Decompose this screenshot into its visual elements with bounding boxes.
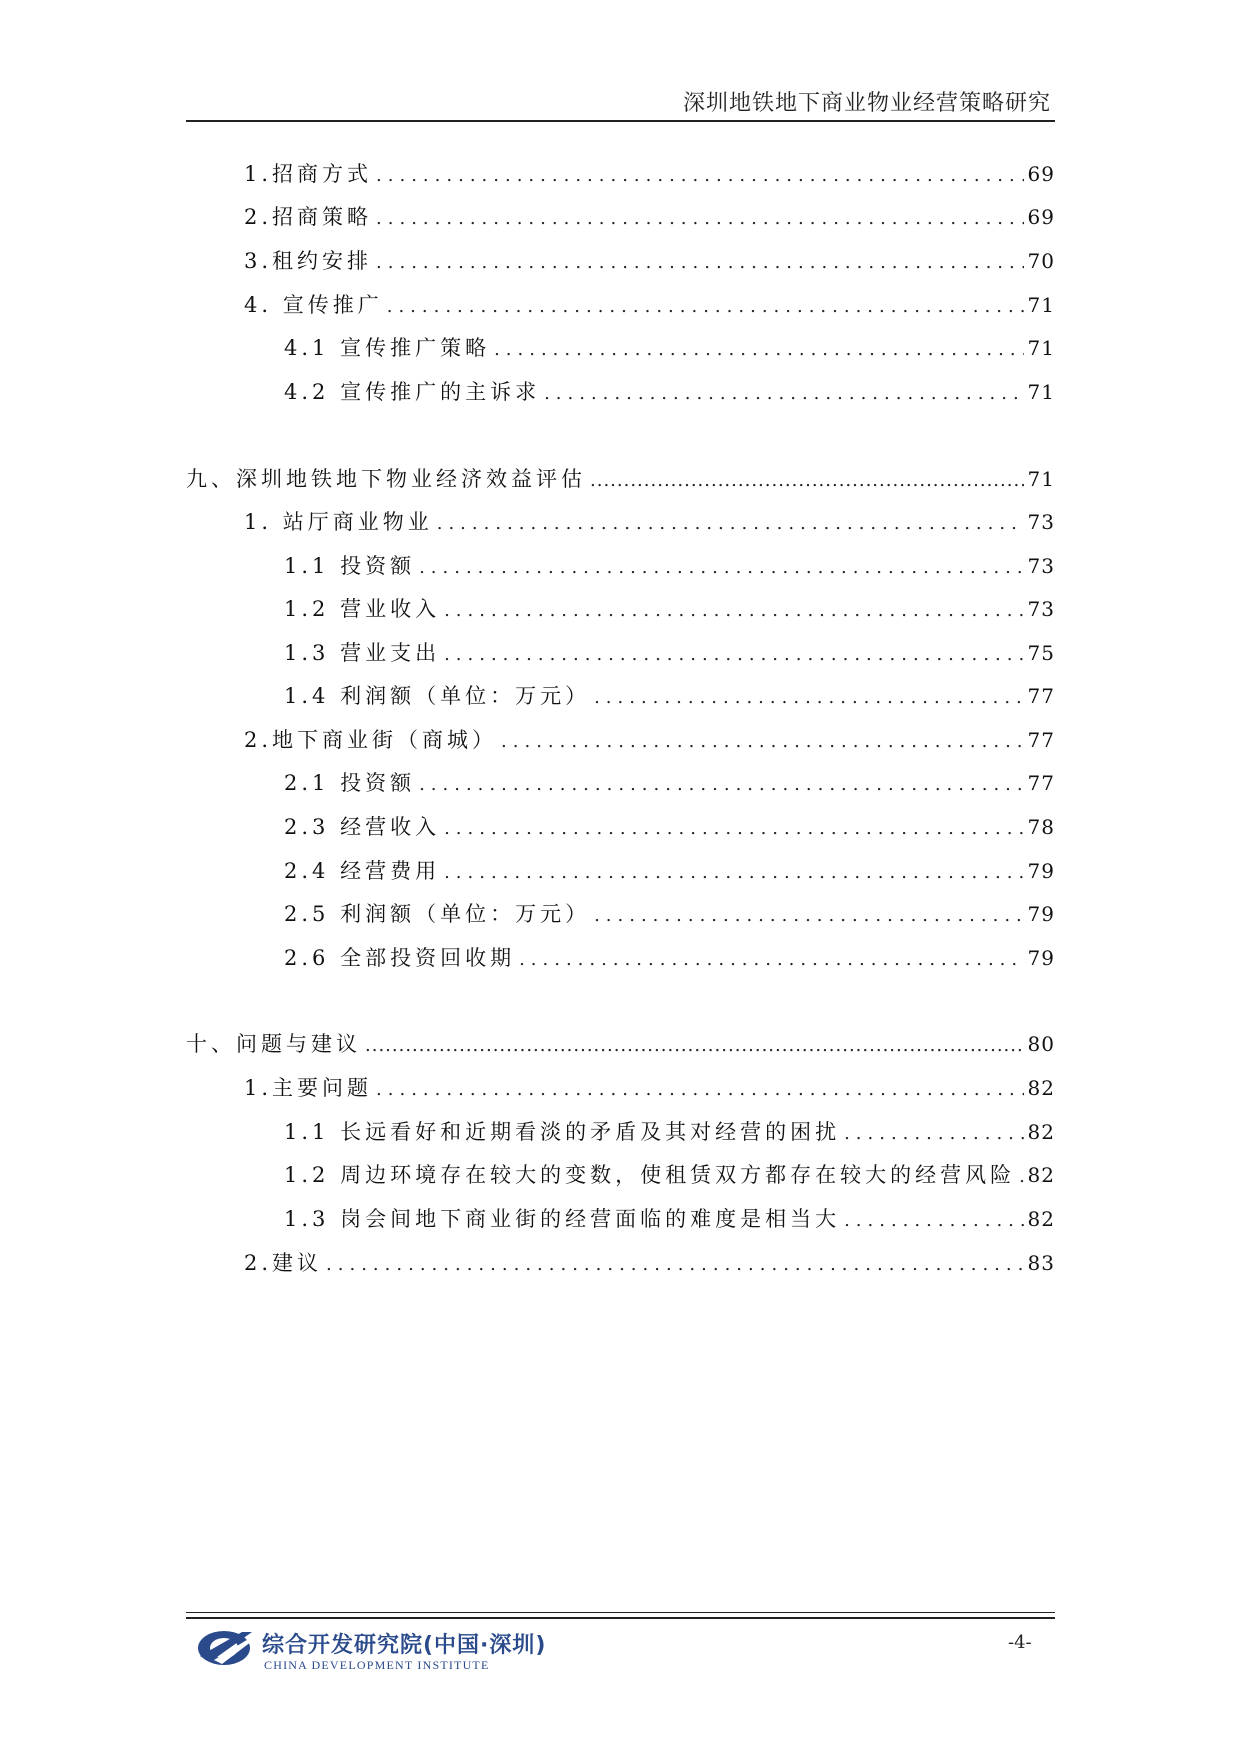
- toc-dot-leader: [494, 339, 1023, 360]
- toc-entry-page: 75: [1027, 641, 1055, 665]
- toc-entry: [186, 593, 1055, 623]
- toc-entry: [186, 550, 1055, 580]
- toc-dot-leader: [501, 731, 1024, 752]
- toc-dot-leader: [437, 513, 1024, 534]
- toc-entry-label: 1.3 营业支出: [284, 641, 441, 665]
- footer-rule-thin: [186, 1612, 1055, 1613]
- toc-dot-leader: [590, 470, 1024, 491]
- toc-entry: [186, 245, 1055, 275]
- toc-entry-page: 79: [1027, 902, 1055, 926]
- toc-entry-page: 71: [1027, 467, 1055, 491]
- toc-entry: [186, 898, 1055, 928]
- toc-dot-leader: [844, 1210, 1023, 1231]
- toc-entry-label: 2.1 投资额: [284, 771, 416, 795]
- toc-entry: [186, 332, 1055, 362]
- toc-entry: [186, 637, 1055, 667]
- toc-entry-page: 71: [1027, 336, 1055, 360]
- toc-entry-label: 2.建议: [244, 1251, 323, 1275]
- toc-entry-label: 3.租约安排: [244, 249, 373, 273]
- toc-dot-leader: [376, 1079, 1024, 1100]
- organization-name-cn: 综合开发研究院(中国·深圳): [262, 1633, 547, 1658]
- toc-entry-label: 4.2 宣传推广的主诉求: [284, 380, 541, 404]
- toc-dot-leader: [419, 557, 1023, 578]
- toc-entry-page: 79: [1027, 859, 1055, 883]
- toc-entry-page: 69: [1027, 162, 1055, 186]
- toc-entry-label: 4.1 宣传推广策略: [284, 336, 491, 360]
- toc-chapter-entry: [186, 1028, 1055, 1058]
- toc-entry: [186, 767, 1055, 797]
- toc-entry: [186, 376, 1055, 406]
- toc-entry-label: 2.招商策略: [244, 205, 373, 229]
- toc-entry: [186, 1116, 1055, 1146]
- toc-entry: [186, 1159, 1055, 1189]
- toc-entry-page: 78: [1027, 815, 1055, 839]
- toc-entry-page: 82: [1027, 1076, 1055, 1100]
- toc-entry-label: 十、问题与建议: [186, 1032, 361, 1056]
- page-number: -4-: [1008, 1632, 1032, 1653]
- toc-entry-page: 82: [1027, 1163, 1055, 1187]
- toc-entry-label: 2.3 经营收入: [284, 815, 441, 839]
- toc-entry: [186, 506, 1055, 536]
- toc-entry-page: 73: [1027, 597, 1055, 621]
- toc-entry-label: 4. 宣传推广: [244, 293, 383, 317]
- toc-entry: [186, 201, 1055, 231]
- toc-entry-page: 69: [1027, 205, 1055, 229]
- toc-entry: [186, 158, 1055, 188]
- toc-entry-label: 1.主要问题: [244, 1076, 373, 1100]
- toc-entry: [186, 855, 1055, 885]
- toc-entry-page: 77: [1027, 728, 1055, 752]
- toc-entry-page: 71: [1027, 380, 1055, 404]
- toc-dot-leader: [594, 687, 1023, 708]
- toc-dot-leader: [444, 862, 1023, 883]
- toc-chapter-entry: [186, 463, 1055, 493]
- toc-entry-page: 70: [1027, 249, 1055, 273]
- toc-dot-leader: [419, 774, 1023, 795]
- toc-dot-leader: [444, 818, 1023, 839]
- toc-dot-leader: [376, 165, 1024, 186]
- toc-entry: [186, 1203, 1055, 1233]
- toc-entry: [186, 942, 1055, 972]
- toc-entry-page: 77: [1027, 684, 1055, 708]
- footer-rule-thick: [186, 1617, 1055, 1619]
- toc-dot-leader: [1019, 1166, 1023, 1187]
- toc-entry-label: 1.招商方式: [244, 162, 373, 186]
- toc-entry-label: 1. 站厅商业物业: [244, 510, 433, 534]
- toc-entry-page: 73: [1027, 510, 1055, 534]
- toc-entry: [186, 811, 1055, 841]
- toc-dot-leader: [387, 296, 1024, 317]
- toc-dot-leader: [519, 949, 1023, 970]
- toc-dot-leader: [444, 644, 1023, 665]
- toc-entry-label: 九、深圳地铁地下物业经济效益评估: [186, 467, 586, 491]
- toc-entry-label: 2.6 全部投资回收期: [284, 946, 516, 970]
- toc-dot-leader: [844, 1123, 1023, 1144]
- toc-entry-label: 2.5 利润额（单位：万元）: [284, 902, 591, 926]
- header-rule: [186, 120, 1055, 122]
- toc-entry-page: 83: [1027, 1251, 1055, 1275]
- organization-name-en: CHINA DEVELOPMENT INSTITUTE: [264, 1658, 490, 1672]
- toc-dot-leader: [365, 1035, 1024, 1056]
- toc-entry-page: 73: [1027, 554, 1055, 578]
- toc-entry-label: 1.3 岗会间地下商业街的经营面临的难度是相当大: [284, 1207, 841, 1231]
- toc-entry-label: 1.1 长远看好和近期看淡的矛盾及其对经营的困扰: [284, 1120, 841, 1144]
- toc-entry: [186, 1247, 1055, 1277]
- toc-entry-page: 80: [1027, 1032, 1055, 1056]
- toc-dot-leader: [544, 383, 1023, 404]
- cdi-logo-icon: [194, 1626, 258, 1670]
- toc-entry-page: 77: [1027, 771, 1055, 795]
- toc-entry-label: 1.4 利润额（单位：万元）: [284, 684, 591, 708]
- toc-entry-page: 79: [1027, 946, 1055, 970]
- toc-entry-label: 2.4 经营费用: [284, 859, 441, 883]
- toc-dot-leader: [376, 208, 1024, 229]
- toc-entry-page: 71: [1027, 293, 1055, 317]
- toc-entry: [186, 1072, 1055, 1102]
- toc-dot-leader: [326, 1254, 1024, 1275]
- toc-entry-label: 1.2 营业收入: [284, 597, 441, 621]
- toc-dot-leader: [594, 905, 1023, 926]
- toc-dot-leader: [444, 600, 1023, 621]
- running-header-title: 深圳地铁地下商业物业经营策略研究: [682, 91, 1051, 116]
- toc-dot-leader: [376, 252, 1024, 273]
- toc-entry-page: 82: [1027, 1207, 1055, 1231]
- toc-entry: [186, 289, 1055, 319]
- toc-entry: [186, 680, 1055, 710]
- toc-entry: [186, 724, 1055, 754]
- toc-entry-page: 82: [1027, 1120, 1055, 1144]
- toc-entry-label: 2.地下商业街（商城）: [244, 728, 498, 752]
- toc-entry-label: 1.2 周边环境存在较大的变数，使租赁双方都存在较大的经营风险: [284, 1163, 1016, 1187]
- toc-entry-label: 1.1 投资额: [284, 554, 416, 578]
